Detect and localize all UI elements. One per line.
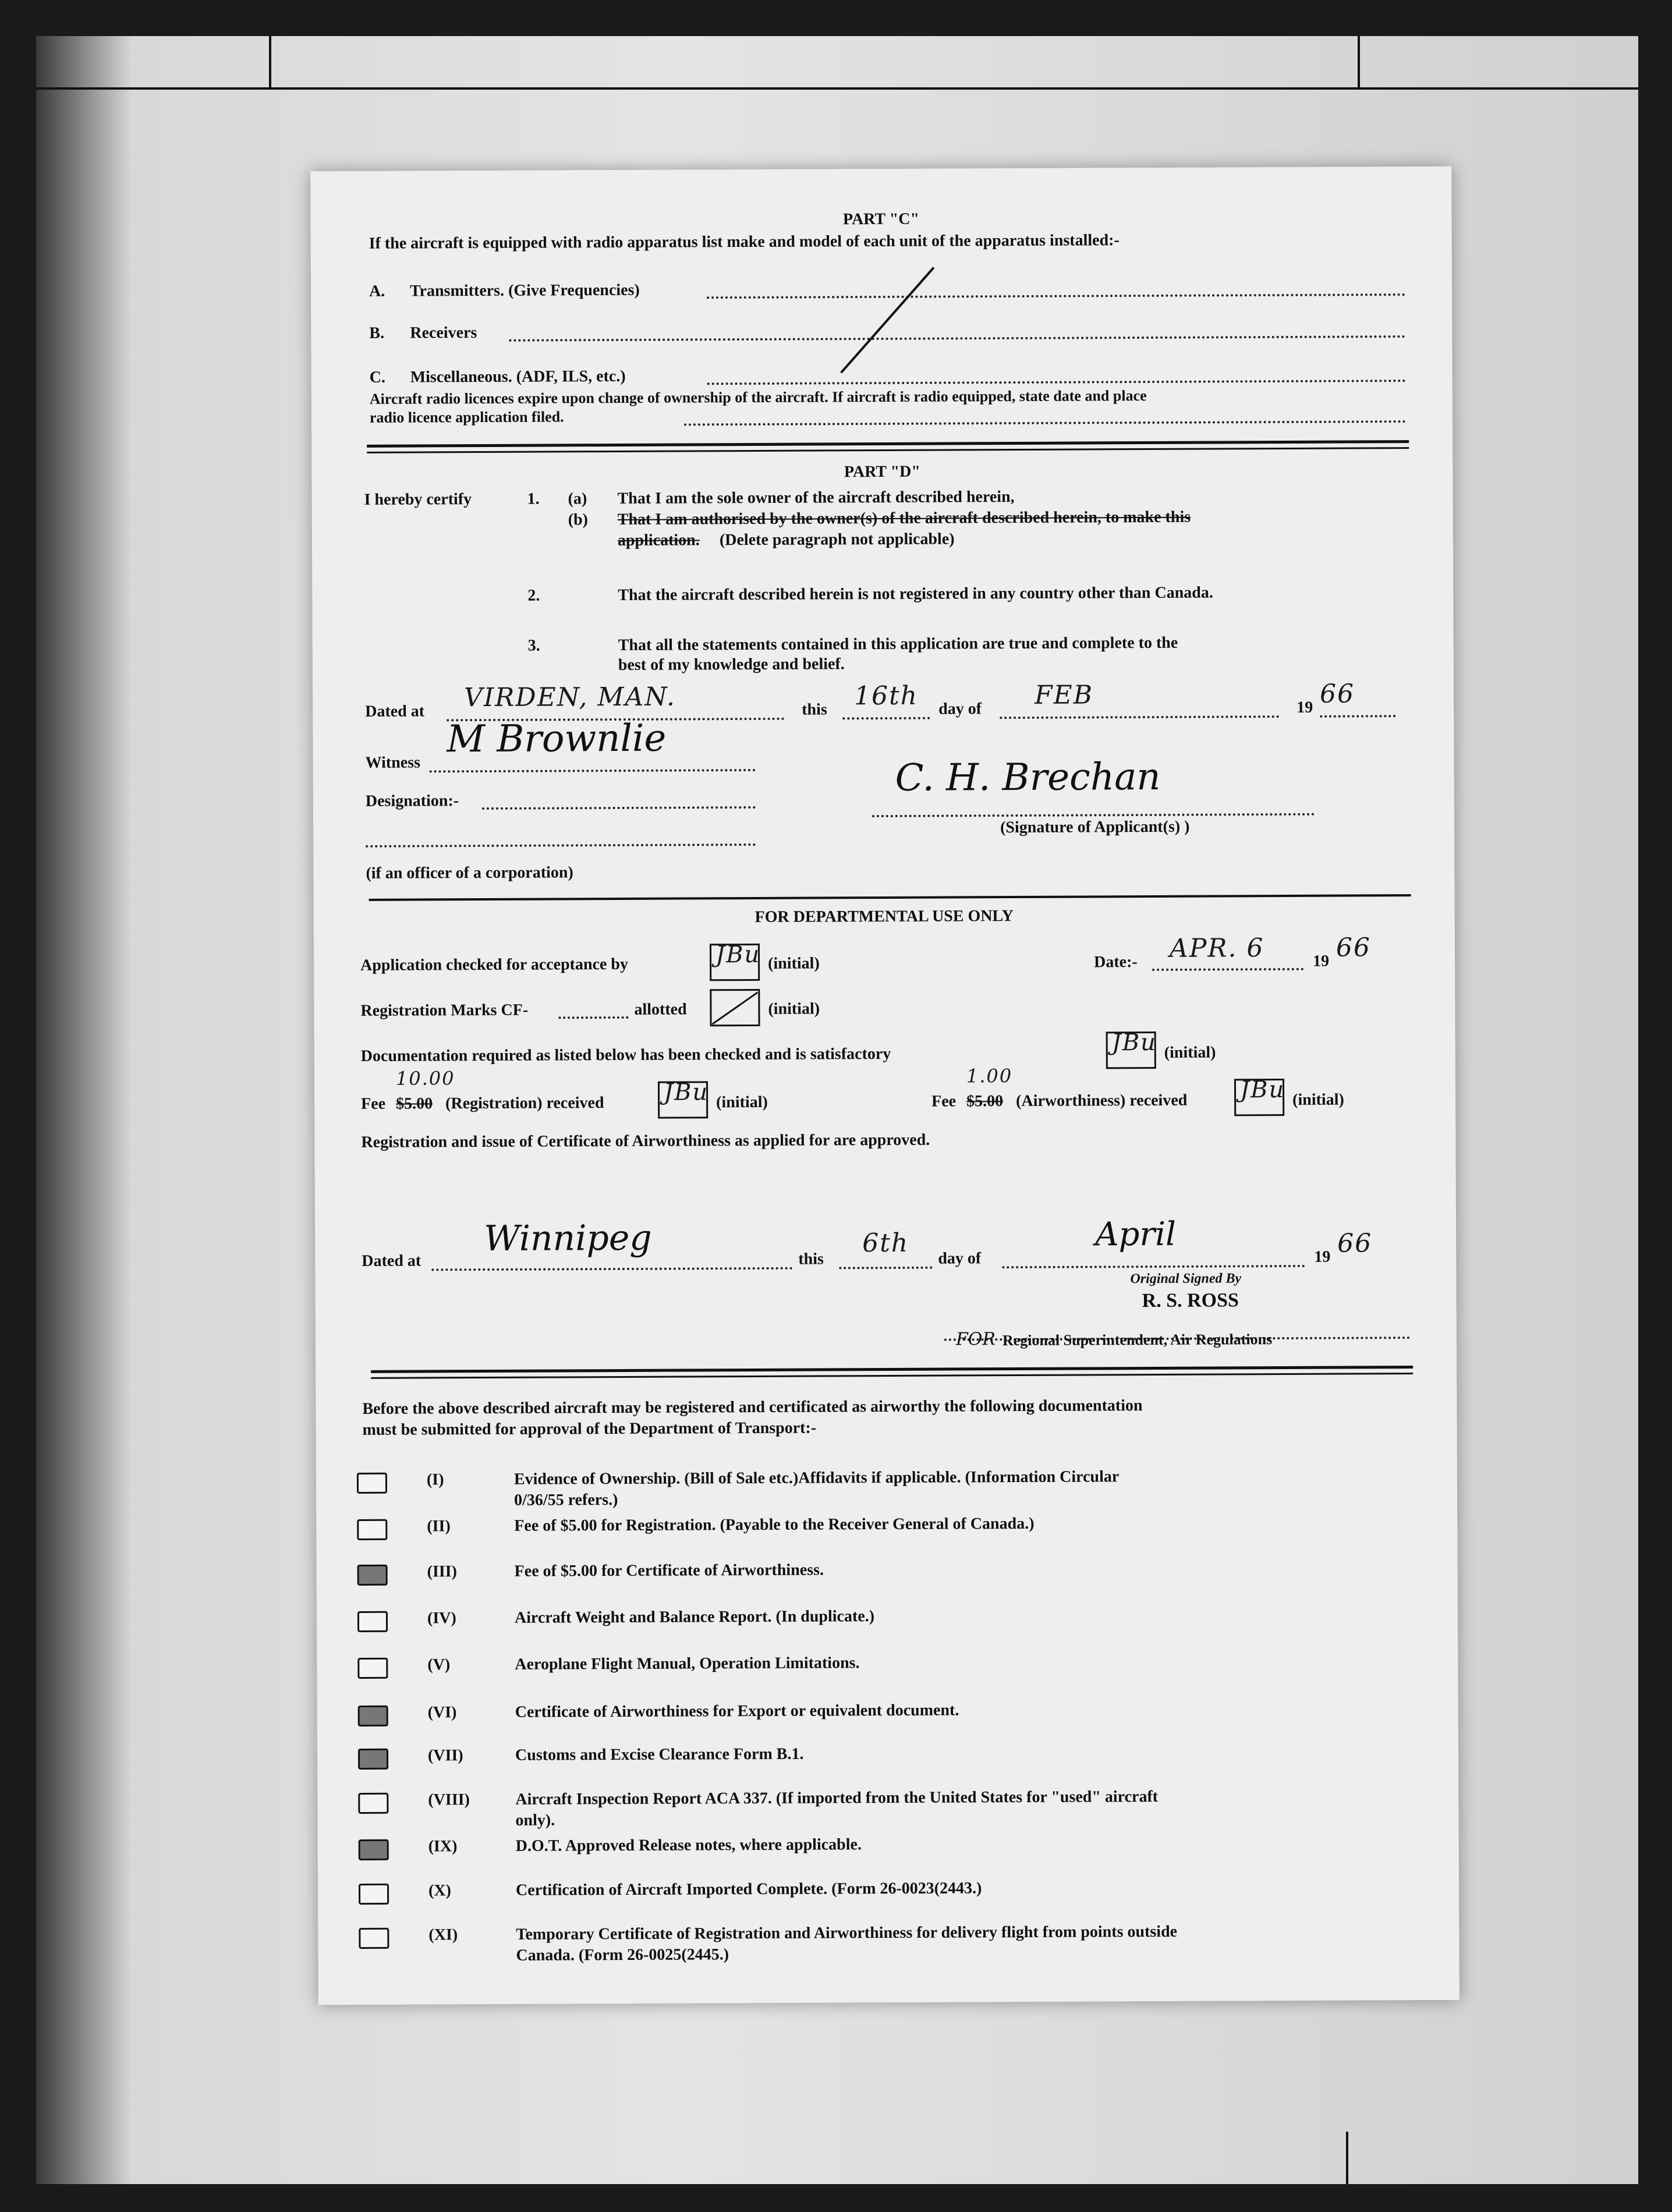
checkbox-item-10[interactable]	[359, 1884, 389, 1905]
misc-label: Miscellaneous. (ADF, ILS, etc.)	[410, 367, 626, 387]
item-c-letter: C.	[369, 368, 385, 387]
designation-field	[482, 806, 756, 810]
transmitters-field	[707, 293, 1405, 299]
date-year-value: 66	[1336, 933, 1372, 963]
day-of-label: day of	[938, 700, 982, 718]
fee-reg-label: Fee	[361, 1094, 386, 1113]
checkbox-item-4[interactable]	[357, 1611, 388, 1632]
frame-tick	[1358, 36, 1360, 88]
dept-year-value: 66	[1337, 1228, 1373, 1259]
checkbox-item-6[interactable]	[358, 1706, 388, 1727]
fee-reg-initial-label: (initial)	[716, 1093, 768, 1112]
this-label: this	[802, 700, 827, 719]
designation-field-2	[366, 843, 756, 848]
doc-initial-mark: JBu	[1111, 1029, 1157, 1057]
checkbox-item-2[interactable]	[357, 1519, 387, 1540]
officer-note: (if an officer of a corporation)	[366, 863, 573, 882]
year-value: 66	[1319, 679, 1355, 709]
clause-1b-struck: That I am authorised by the owner(s) of the aircraft described herein, to make this	[617, 508, 1191, 529]
day-field	[842, 717, 930, 720]
dept-day-value: 6th	[862, 1228, 909, 1259]
clause-2-number: 2.	[527, 586, 540, 605]
date-value: APR. 6	[1169, 933, 1264, 963]
clause-1a-label: (a)	[568, 490, 587, 508]
frame-line	[36, 87, 1638, 90]
dept-month-value: April	[1094, 1215, 1177, 1254]
fee-air-handwritten: 1.00	[966, 1065, 1013, 1087]
receivers-label: Receivers	[410, 324, 477, 342]
item-6-line1: Certificate of Airworthiness for Export or equivalent document.	[515, 1701, 959, 1721]
clause-1b-struck-2: application.	[617, 531, 700, 550]
part-d-heading: PART "D"	[844, 462, 920, 481]
checkbox-item-11[interactable]	[359, 1928, 389, 1949]
date-field	[1152, 968, 1303, 971]
item-2-number: (II)	[427, 1517, 451, 1536]
fee-air-label: Fee	[931, 1092, 957, 1111]
checkbox-item-8[interactable]	[358, 1793, 388, 1814]
dept-day-of-label: day of	[938, 1249, 982, 1268]
dept-this-label: this	[798, 1250, 824, 1268]
dept-month-field	[1002, 1265, 1305, 1268]
divider	[371, 1373, 1413, 1379]
checked-label: Application checked for acceptance by	[360, 955, 629, 974]
fee-reg-handwritten: 10.00	[395, 1067, 455, 1090]
part-c-heading: PART "C"	[842, 210, 920, 229]
delete-note: (Delete paragraph not applicable)	[719, 530, 955, 550]
item-5-line1: Aeroplane Flight Manual, Operation Limitations.	[515, 1654, 860, 1674]
item-10-line1: Certification of Aircraft Imported Complete. (Form 26-0023(2443.)	[515, 1879, 982, 1899]
item-9-number: (IX)	[428, 1837, 458, 1856]
clause-2-text: That the aircraft described herein is not registered in any country other than Canada.	[618, 583, 1213, 604]
witness-signature: M Brownlie	[447, 717, 667, 761]
item-8-number: (VIII)	[428, 1791, 470, 1809]
frame-tick	[1346, 2132, 1348, 2184]
clause-1b-label: (b)	[568, 511, 589, 529]
witness-label: Witness	[365, 753, 421, 772]
doc-initial-label: (initial)	[1164, 1043, 1216, 1062]
checked-initial-mark: JBu	[715, 941, 761, 969]
clause-1a-text: That I am the sole owner of the aircraft described herein,	[617, 488, 1015, 508]
item-9-line1: D.O.T. Approved Release notes, where applicable.	[515, 1835, 862, 1855]
item-4-number: (IV)	[427, 1609, 456, 1628]
year-field	[1320, 715, 1395, 718]
item-3-number: (III)	[427, 1562, 458, 1581]
checkbox-item-3[interactable]	[357, 1565, 388, 1586]
dept-year-prefix: 19	[1314, 1247, 1331, 1266]
radio-note-line1: Aircraft radio licences expire upon change of ownership of the aircraft. If aircraft is radio equipped, state date and place	[369, 387, 1147, 407]
fee-reg-rest: (Registration) received	[445, 1094, 604, 1113]
clause-3-line2: best of my knowledge and belief.	[618, 655, 845, 674]
signature-label: (Signature of Applicant(s) )	[1000, 817, 1190, 837]
divider	[367, 447, 1409, 453]
item-b-letter: B.	[369, 324, 385, 342]
applicant-signature: C. H. Brechan	[895, 755, 1161, 800]
clause-3-number: 3.	[527, 636, 540, 655]
signed-name: R. S. ROSS	[1142, 1289, 1239, 1312]
reg-marks-label: Registration Marks CF-	[360, 1001, 529, 1020]
fee-air-struck: $5.00	[966, 1092, 1004, 1111]
certify-label: I hereby certify	[364, 490, 472, 509]
allotted-initial-label: (initial)	[768, 999, 820, 1018]
frame-tick	[269, 36, 271, 88]
dept-dated-at-label: Dated at	[362, 1252, 421, 1270]
divider	[367, 440, 1409, 448]
month-value: FEB	[1034, 680, 1094, 710]
divider	[371, 1366, 1413, 1373]
clause-1-number: 1.	[527, 490, 540, 508]
item-1-number: (I)	[426, 1470, 444, 1489]
item-7-number: (VII)	[427, 1746, 463, 1765]
item-a-letter: A.	[369, 282, 385, 300]
allotted-slash	[710, 989, 760, 1026]
fee-reg-struck: $5.00	[396, 1094, 433, 1113]
dept-dated-at-field	[431, 1267, 792, 1271]
checkbox-item-7[interactable]	[358, 1749, 388, 1770]
part-c-intro: If the aircraft is equipped with radio apparatus list make and model of each unit of the apparatus installed:-	[369, 231, 1120, 253]
reg-marks-field	[558, 1016, 628, 1019]
radio-note-field	[684, 420, 1406, 426]
doc-intro-line1: Before the above described aircraft may be registered and certificated as airworthy the following documentation	[362, 1396, 1143, 1418]
item-5-number: (V)	[427, 1656, 451, 1674]
regional-label: Regional Superintendent, Air Regulations	[1002, 1331, 1273, 1349]
item-11-line2: Canada. (Form 26-0025(2445.)	[516, 1945, 729, 1965]
departmental-heading: FOR DEPARTMENTAL USE ONLY	[754, 907, 1014, 926]
day-value: 16th	[853, 680, 919, 711]
checkbox-item-5[interactable]	[357, 1658, 388, 1679]
item-10-number: (X)	[428, 1881, 451, 1900]
fee-air-initial-label: (initial)	[1292, 1090, 1344, 1109]
misc-field	[707, 380, 1406, 385]
document-page	[310, 166, 1460, 2005]
allotted-label: allotted	[634, 1000, 687, 1019]
checkbox-item-1[interactable]	[357, 1473, 387, 1494]
item-7-line1: Customs and Excise Clearance Form B.1.	[515, 1745, 804, 1764]
dated-at-value: VIRDEN, MAN.	[463, 682, 676, 713]
designation-label: Designation:-	[365, 792, 459, 810]
checked-initial-label: (initial)	[768, 954, 820, 973]
doc-intro-line2: must be submitted for approval of the Department of Transport:-	[362, 1419, 817, 1439]
date-year-prefix: 19	[1313, 952, 1330, 970]
applicant-sig-field	[872, 813, 1315, 817]
item-3-line1: Fee of $5.00 for Certificate of Airworthiness.	[514, 1561, 824, 1580]
item-2-line1: Fee of $5.00 for Registration. (Payable to the Receiver General of Canada.)	[514, 1514, 1035, 1535]
fee-air-rest: (Airworthiness) received	[1016, 1091, 1188, 1111]
radio-note-line2: radio licence application filed.	[369, 408, 564, 426]
year-prefix: 19	[1296, 698, 1313, 717]
fee-reg-initial-mark: JBu	[663, 1079, 709, 1106]
checkbox-item-9[interactable]	[359, 1839, 389, 1860]
month-field	[1000, 715, 1279, 719]
dept-dated-place: Winnipeg	[483, 1217, 652, 1260]
item-1-line1: Evidence of Ownership. (Bill of Sale etc.)Affidavits if applicable. (Information Circular	[513, 1467, 1120, 1488]
item-11-line1: Temporary Certificate of Registration and Airworthiness for delivery flight from points outside	[516, 1922, 1178, 1944]
item-4-line1: Aircraft Weight and Balance Report. (In duplicate.)	[514, 1607, 875, 1627]
clause-3-line1: That all the statements contained in this application are true and complete to the	[618, 633, 1178, 654]
witness-field	[430, 769, 756, 772]
item-11-number: (XI)	[428, 1926, 458, 1944]
transmitters-label: Transmitters. (Give Frequencies)	[409, 281, 640, 300]
signed-stamp: Original Signed By	[1130, 1271, 1242, 1287]
item-8-line1: Aircraft Inspection Report ACA 337. (If imported from the United States for "used" aircraft	[515, 1787, 1159, 1809]
item-1-line2: 0/36/55 refers.)	[514, 1491, 618, 1509]
documentation-checked-label: Documentation required as listed below has been checked and is satisfactory	[360, 1044, 891, 1065]
receivers-field	[509, 335, 1405, 342]
dept-day-field	[839, 1267, 932, 1270]
dated-at-label: Dated at	[365, 702, 425, 721]
for-label: FOR	[955, 1329, 996, 1350]
fee-air-initial-mark: JBu	[1239, 1076, 1285, 1104]
divider	[369, 894, 1411, 901]
item-8-line2: only).	[515, 1811, 555, 1830]
approval-line: Registration and issue of Certificate of Airworthiness as applied for are approved.	[361, 1130, 930, 1151]
item-6-number: (VI)	[427, 1703, 457, 1722]
slash-mark	[835, 262, 940, 379]
date-label: Date:-	[1094, 953, 1138, 972]
